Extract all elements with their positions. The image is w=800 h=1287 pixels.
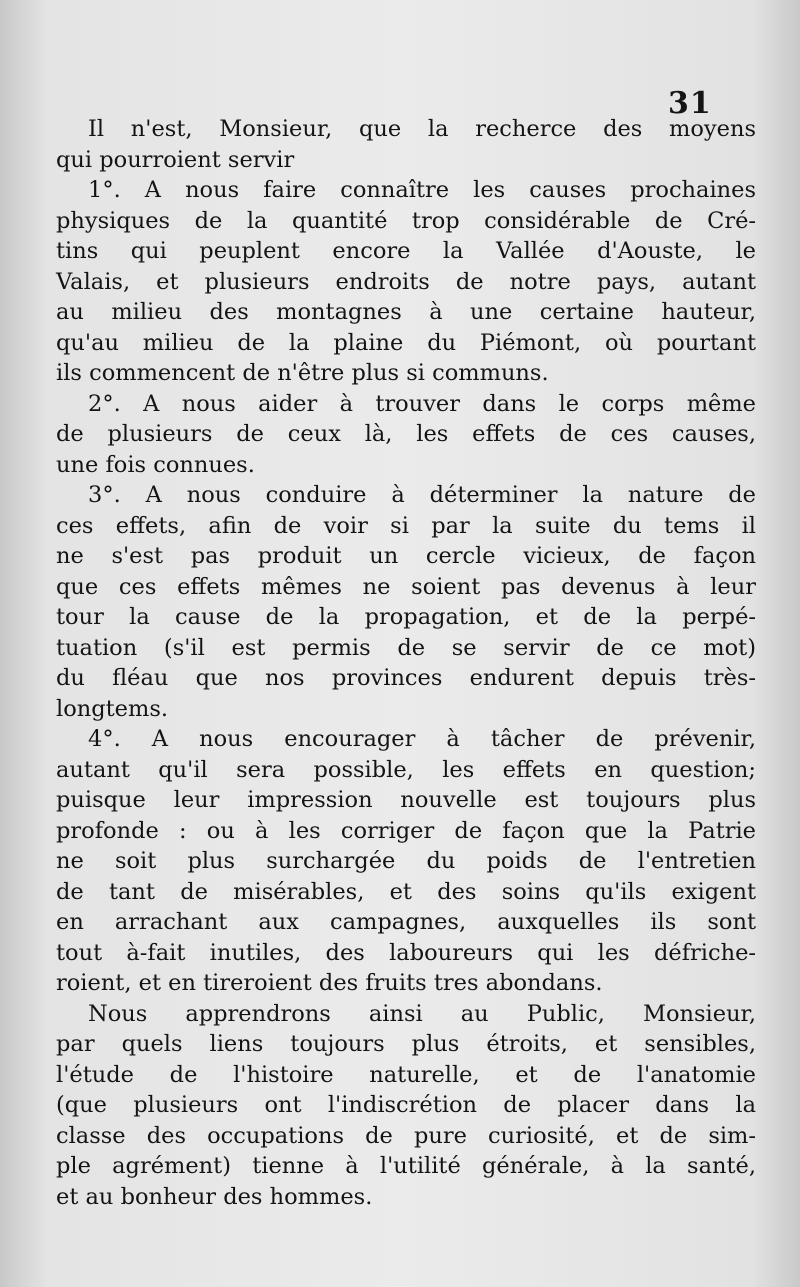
body-text (56, 114, 756, 1212)
text-line: tour la cause de la propagation, et de la perpé- (56, 604, 756, 630)
text-line: tout à-fait inutiles, des laboureurs qui les défriche- (56, 939, 756, 966)
text-line: 1°. A nous faire connaître les causes prochaines (88, 177, 756, 203)
text-line: en arrachant aux campagnes, auxquelles ils sont (56, 909, 756, 935)
text-line: autant qu'il sera possible, les effets en question; (56, 756, 756, 783)
text-line: Il n'est, Monsieur, que la recherce des moyens (88, 116, 756, 142)
text-line: tuation (s'il est permis de se servir de ce mot) (56, 634, 756, 661)
text-line: profonde : ou à les corriger de façon que la Patrie (56, 817, 756, 844)
text-line: roient, et en tireroient des fruits tres abondans. (56, 970, 603, 996)
text-line: (que plusieurs ont l'indiscrétion de placer dans la (56, 1092, 756, 1118)
text-line: physiques de la quantité trop considérable de Cré- (56, 207, 756, 234)
text-line: ils commencent de n'être plus si communs. (56, 360, 549, 386)
text-line: qu'au milieu de la plaine du Piémont, où pourtant (56, 329, 756, 356)
text-line: Nous apprendrons ainsi au Public, Monsieur, (88, 1000, 756, 1027)
text-line: ple agrément) tienne à l'utilité générale, à la santé, (56, 1153, 756, 1179)
text-line: de tant de misérables, et des soins qu'ils exigent (56, 878, 756, 905)
text-line: une fois connues. (56, 451, 255, 478)
text-line: ne soit plus surchargée du poids de l'entretien (56, 848, 756, 874)
text-line: 4°. A nous encourager à tâcher de prévenir, (88, 726, 756, 752)
text-line: du fléau que nos provinces endurent depuis très- (56, 665, 756, 691)
text-line: longtems. (56, 695, 169, 722)
text-line: au milieu des montagnes à une certaine hauteur, (56, 299, 756, 325)
text-line: par quels liens toujours plus étroits, et sensibles, (56, 1031, 756, 1057)
text-line: qui pourroient servir (56, 146, 295, 173)
text-line: ces effets, afin de voir si par la suite du tems il (56, 512, 756, 539)
text-line: Valais, et plusieurs endroits de notre pays, autant (56, 268, 756, 295)
text-line: ne s'est pas produit un cercle vicieux, de façon (56, 543, 756, 569)
page-number: 31 (668, 86, 712, 121)
text-line: que ces effets mêmes ne soient pas devenus à leur (56, 573, 756, 600)
text-line: 2°. A nous aider à trouver dans le corps même (88, 390, 756, 417)
text-line: classe des occupations de pure curiosité, et de sim- (56, 1122, 756, 1149)
text-line: de plusieurs de ceux là, les effets de ces causes, (56, 421, 756, 447)
text-line: tins qui peuplent encore la Vallée d'Aouste, le (56, 238, 756, 264)
text-line: et au bonheur des hommes. (56, 1183, 373, 1210)
text-line: puisque leur impression nouvelle est toujours plus (56, 787, 756, 813)
text-line: l'étude de l'histoire naturelle, et de l'anatomie (56, 1061, 756, 1088)
text-line: 3°. A nous conduire à déterminer la nature de (88, 482, 756, 508)
